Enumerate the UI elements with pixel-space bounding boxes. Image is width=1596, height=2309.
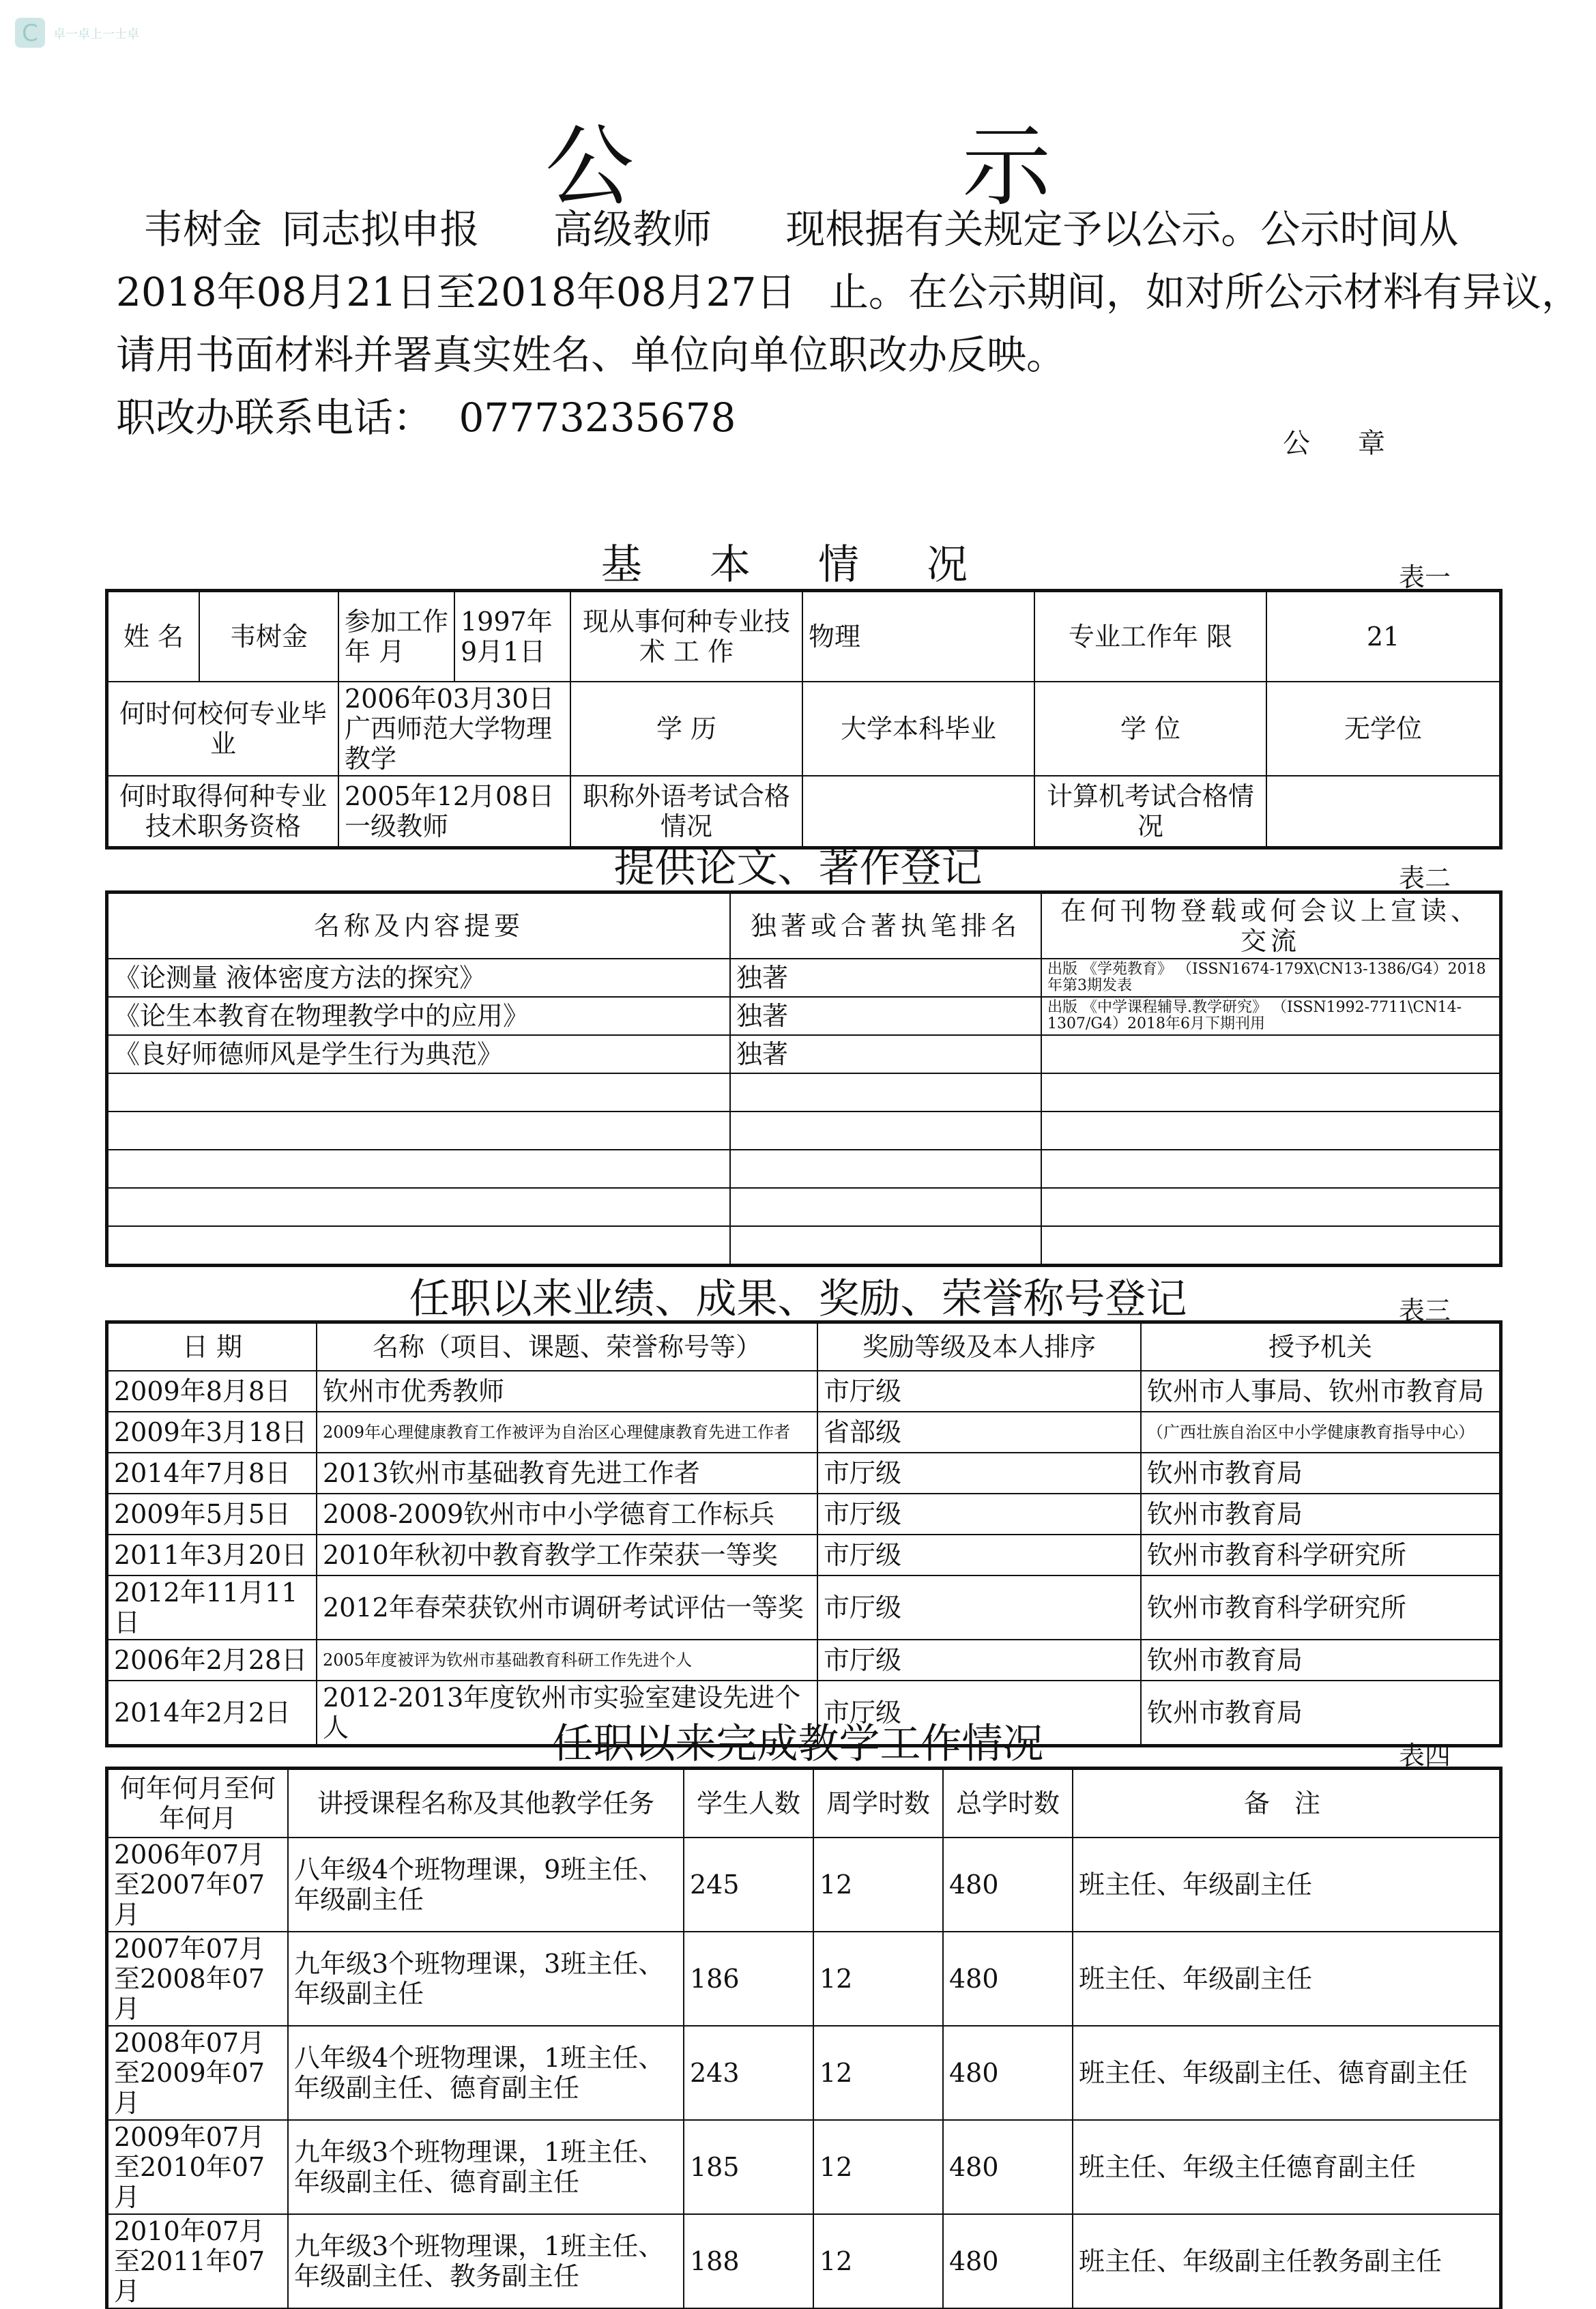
table-row	[108, 1412, 1500, 1453]
achv-date: 2014年7月8日	[108, 1453, 317, 1494]
teach-students: 245	[684, 1838, 813, 1932]
achv-authority: （广西壮族自治区中小学健康教育指导中心）	[1141, 1412, 1500, 1453]
notice-phrase-1: 同志拟申报	[281, 206, 480, 252]
table-row	[108, 1838, 1500, 1932]
achv-level: 市厅级	[817, 1575, 1141, 1640]
official-seal-label: 公章	[1283, 428, 1433, 459]
paper-title	[108, 1112, 730, 1150]
table3-number: 表三	[1399, 1296, 1451, 1326]
achv-date: 2014年2月2日	[108, 1681, 317, 1745]
watermark-text: 卓一卓上一士卓	[53, 27, 139, 42]
table-row	[108, 2026, 1500, 2120]
computer-exam-label: 计算机考试合格情况	[1034, 776, 1266, 847]
teach-period: 2007年07月至2008年07月	[108, 1932, 288, 2026]
teach-remarks: 班主任、年级主任德育副主任	[1073, 2120, 1500, 2214]
table-row	[108, 959, 1500, 997]
teach-students: 185	[684, 2120, 813, 2214]
achv-header-authority: 授予机关	[1141, 1323, 1500, 1371]
table4-number: 表四	[1399, 1741, 1451, 1771]
achv-level: 市厅级	[817, 1681, 1141, 1745]
applied-rank: 高级教师	[553, 206, 712, 252]
table3-title: 任职以来业绩、成果、奖励、荣誉称号登记	[409, 1275, 1187, 1323]
phone-label: 职改办联系电话：	[116, 394, 433, 441]
achv-name: 2010年秋初中教育教学工作荣获一等奖	[317, 1535, 817, 1575]
table-row	[108, 1575, 1500, 1640]
notice-period: 2018年08月21日至2018年08月27日	[116, 269, 796, 315]
notice-line-3: 请用书面材料并署真实姓名、单位向单位职改办反映。	[116, 332, 1067, 378]
table2-title: 提供论文、著作登记	[613, 844, 983, 892]
achv-header-name: 名称（项目、课题、荣誉称号等）	[317, 1323, 817, 1371]
teach-total-hours: 480	[943, 2214, 1073, 2308]
table-row	[108, 1371, 1500, 1412]
paper-title: 《论测量 液体密度方法的探究》	[108, 959, 730, 997]
achv-date: 2009年8月8日	[108, 1371, 317, 1412]
achv-name: 2012年春荣获钦州市调研考试评估一等奖	[317, 1575, 817, 1640]
svg-text:C: C	[22, 20, 38, 47]
achv-authority: 钦州市教育科学研究所	[1141, 1535, 1500, 1575]
achv-name: 2013钦州市基础教育先进工作者	[317, 1453, 817, 1494]
basic-info-table	[107, 591, 1500, 847]
paper-venue: 出版 《学苑教育》 （ISSN1674-179X\CN13-1386/G4）2018年第3期发表	[1041, 959, 1500, 997]
teach-header-period: 何年何月至何年何月	[108, 1769, 288, 1838]
notice-line-1	[116, 198, 1515, 261]
candidate-name: 韦树金	[143, 206, 263, 252]
achv-date: 2011年3月20日	[108, 1535, 317, 1575]
table-row	[108, 1494, 1500, 1535]
achv-header-level: 奖励等级及本人排序	[817, 1323, 1141, 1371]
teach-header-students: 学生人数	[684, 1769, 813, 1838]
achv-level: 市厅级	[817, 1453, 1141, 1494]
achv-date: 2009年3月18日	[108, 1412, 317, 1453]
achv-authority: 钦州市教育局	[1141, 1640, 1500, 1681]
teach-header-total-hours: 总学时数	[943, 1769, 1073, 1838]
achv-date: 2006年2月28日	[108, 1640, 317, 1681]
document-title: 公 示	[545, 115, 1202, 218]
paper-author	[730, 1226, 1041, 1264]
teach-course: 九年级3个班物理课，3班主任、年级副主任	[288, 1932, 684, 2026]
paper-venue	[1041, 1073, 1500, 1112]
teach-weekly-hours: 12	[813, 2120, 943, 2214]
achv-name: 钦州市优秀教师	[317, 1371, 817, 1412]
papers-header-author: 独著或合著执笔排名	[730, 893, 1041, 959]
paper-author	[730, 1112, 1041, 1150]
teach-weekly-hours: 12	[813, 2026, 943, 2120]
achv-name: 2005年度被评为钦州市基础教育科研工作先进个人	[317, 1640, 817, 1681]
phone-number: 07773235678	[459, 394, 736, 441]
paper-title	[108, 1226, 730, 1264]
years-value: 21	[1266, 592, 1500, 682]
teach-weekly-hours: 12	[813, 1838, 943, 1932]
qualification-label: 何时取得何种专业技术职务资格	[108, 776, 338, 847]
paper-author	[730, 1073, 1041, 1112]
paper-author: 独著	[730, 1035, 1041, 1073]
achv-level: 省部级	[817, 1412, 1141, 1453]
papers-header-title: 名称及内容提要	[108, 893, 730, 959]
paper-venue	[1041, 1188, 1500, 1226]
teach-period: 2010年07月至2011年07月	[108, 2214, 288, 2308]
graduation-value: 2006年03月30日广西师范大学物理教学	[338, 682, 570, 776]
achv-name: 2008-2009钦州市中小学德育工作标兵	[317, 1494, 817, 1535]
achv-authority: 钦州市教育科学研究所	[1141, 1575, 1500, 1640]
teach-students: 243	[684, 2026, 813, 2120]
achv-date: 2009年5月5日	[108, 1494, 317, 1535]
table-row	[108, 1535, 1500, 1575]
paper-title: 《良好师德师风是学生行为典范》	[108, 1035, 730, 1073]
table-row	[108, 1226, 1500, 1264]
table-row	[108, 2214, 1500, 2308]
teach-header-remarks: 备 注	[1073, 1769, 1500, 1838]
table4-title: 任职以来完成教学工作情况	[552, 1720, 1044, 1768]
job-value: 物理	[802, 592, 1034, 682]
watermark-logo	[12, 12, 162, 53]
teach-course: 九年级3个班物理课，1班主任、年级副主任、德育副主任	[288, 2120, 684, 2214]
teach-course: 八年级4个班物理课，9班主任、年级副主任	[288, 1838, 684, 1932]
papers-header-venue: 在何刊物登载或何会议上宣读、交流	[1041, 893, 1500, 959]
achv-name: 2012-2013年度钦州市实验室建设先进个人	[317, 1681, 817, 1745]
teaching-table	[107, 1769, 1500, 2309]
achv-header-date: 日 期	[108, 1323, 317, 1371]
degree-value: 无学位	[1266, 682, 1500, 776]
work-start-value: 1997年9月1日	[454, 592, 570, 682]
teach-period: 2006年07月至2007年07月	[108, 1838, 288, 1932]
name-value: 韦树金	[199, 592, 338, 682]
years-label: 专业工作年 限	[1034, 592, 1266, 682]
teach-remarks: 班主任、年级副主任	[1073, 1932, 1500, 2026]
teach-total-hours: 480	[943, 1932, 1073, 2026]
achv-authority: 钦州市人事局、钦州市教育局	[1141, 1371, 1500, 1412]
notice-phrase-3: 止。在公示期间，如对所公示材料有异议，	[828, 269, 1581, 315]
achv-level: 市厅级	[817, 1535, 1141, 1575]
job-label: 现从事何种专业技 术 工 作	[570, 592, 802, 682]
papers-table	[107, 892, 1500, 1265]
paper-venue	[1041, 1150, 1500, 1188]
achv-level: 市厅级	[817, 1371, 1141, 1412]
teach-total-hours: 480	[943, 2120, 1073, 2214]
table-row	[108, 1453, 1500, 1494]
education-label: 学 历	[570, 682, 802, 776]
achv-name: 2009年心理健康教育工作被评为自治区心理健康教育先进工作者	[317, 1412, 817, 1453]
notice-line-2	[116, 261, 1581, 323]
paper-author: 独著	[730, 959, 1041, 997]
graduation-label: 何时何校何专业毕 业	[108, 682, 338, 776]
name-label: 姓 名	[108, 592, 199, 682]
table-row	[108, 1932, 1500, 2026]
table-row	[108, 1035, 1500, 1073]
teach-course: 九年级3个班物理课，1班主任、年级副主任、教务副主任	[288, 2214, 684, 2308]
paper-venue	[1041, 1112, 1500, 1150]
table1-number: 表一	[1399, 562, 1451, 592]
teach-period: 2008年07月至2009年07月	[108, 2026, 288, 2120]
foreign-exam-label: 职称外语考试合格情况	[570, 776, 802, 847]
paper-title	[108, 1188, 730, 1226]
achievements-table	[107, 1322, 1500, 1745]
table2-number: 表二	[1399, 863, 1451, 893]
teach-period: 2009年07月至2010年07月	[108, 2120, 288, 2214]
teach-course: 八年级4个班物理课，1班主任、年级副主任、德育副主任	[288, 2026, 684, 2120]
education-value: 大学本科毕业	[802, 682, 1034, 776]
achv-authority: 钦州市教育局	[1141, 1681, 1500, 1745]
paper-venue	[1041, 1226, 1500, 1264]
achv-level: 市厅级	[817, 1494, 1141, 1535]
teach-remarks: 班主任、年级副主任、德育副主任	[1073, 2026, 1500, 2120]
paper-author	[730, 1150, 1041, 1188]
table-row	[108, 1150, 1500, 1188]
teach-students: 186	[684, 1932, 813, 2026]
notice-phrase-2: 现根据有关规定予以公示。公示时间从	[785, 206, 1459, 252]
paper-venue	[1041, 1035, 1500, 1073]
table-row	[108, 1188, 1500, 1226]
teach-total-hours: 480	[943, 2026, 1073, 2120]
degree-label: 学 位	[1034, 682, 1266, 776]
paper-venue: 出版 《中学课程辅导.教学研究》 （ISSN1992-7711\CN14-1307/G4）2018年6月下期刊用	[1041, 997, 1500, 1035]
table1-title: 基 本 情 况	[600, 541, 996, 589]
paper-title	[108, 1073, 730, 1112]
achv-date: 2012年11月11日	[108, 1575, 317, 1640]
table-row	[108, 997, 1500, 1035]
paper-author	[730, 1188, 1041, 1226]
teach-header-weekly-hours: 周学时数	[813, 1769, 943, 1838]
paper-title	[108, 1150, 730, 1188]
achv-authority: 钦州市教育局	[1141, 1453, 1500, 1494]
teach-total-hours: 480	[943, 1838, 1073, 1932]
paper-author: 独著	[730, 997, 1041, 1035]
achv-authority: 钦州市教育局	[1141, 1494, 1500, 1535]
work-start-label: 参加工作年 月	[338, 592, 454, 682]
teach-remarks: 班主任、年级副主任	[1073, 1838, 1500, 1932]
teach-students: 188	[684, 2214, 813, 2308]
teach-remarks: 班主任、年级副主任教务副主任	[1073, 2214, 1500, 2308]
qualification-value: 2005年12月08日一级教师	[338, 776, 570, 847]
table-row	[108, 1073, 1500, 1112]
teach-header-course: 讲授课程名称及其他教学任务	[288, 1769, 684, 1838]
teach-weekly-hours: 12	[813, 1932, 943, 2026]
table-row	[108, 1112, 1500, 1150]
achv-level: 市厅级	[817, 1640, 1141, 1681]
teach-weekly-hours: 12	[813, 2214, 943, 2308]
table-row	[108, 1640, 1500, 1681]
table-row	[108, 2120, 1500, 2214]
paper-title: 《论生本教育在物理教学中的应用》	[108, 997, 730, 1035]
